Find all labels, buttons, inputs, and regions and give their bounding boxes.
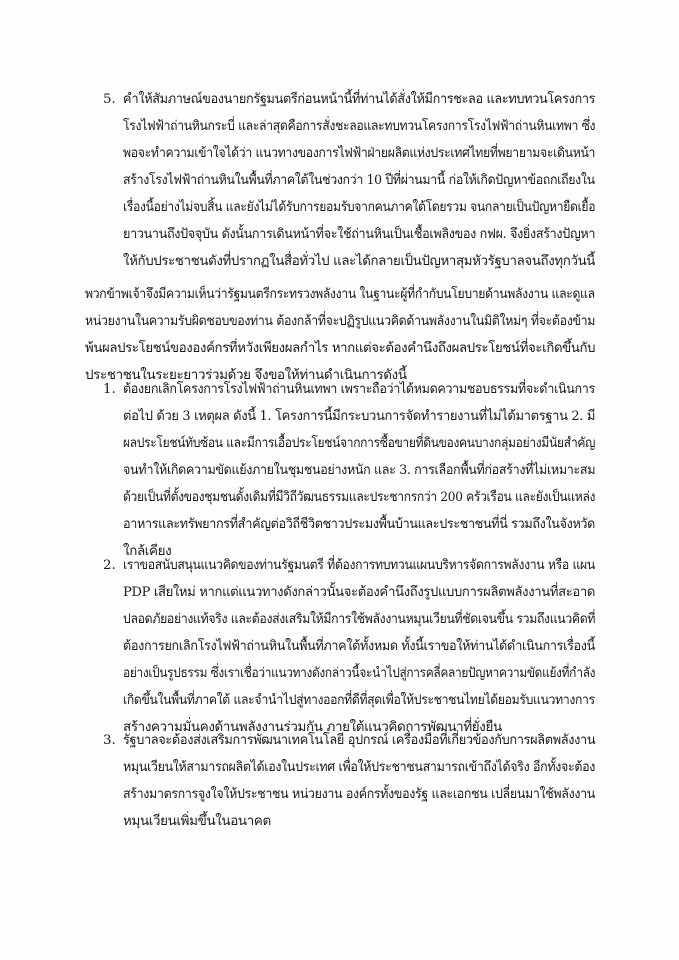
text-line: ต้องการยกเลิกโรงไฟฟ้าถ่านหินในพื้นที่ภาคใต้ทั้งหมด ทั้งนี้เราขอให้ท่านได้ดำเนินการเรื่องนี้ [123, 639, 595, 654]
text-line: ปลอดภัยอย่างแท้จริง และต้องส่งเสริมให้มีการใช้พลังงานหมุนเวียนที่ชัดเจนขึ้น รวมถึงแนวคิดที่ [123, 612, 596, 627]
text-line: พอจะทำความเข้าใจได้ว่า แนวทางของการไฟฟ้าฝ่ายผลิตแห่งประเทศไทยที่พยายามจะเดินหน้า [123, 146, 596, 161]
text-line: คำให้สัมภาษณ์ของนายกรัฐมนตรีก่อนหน้านี้ที่ท่านได้สั่งให้มีการชะลอ และทบทวนโครงการ [123, 92, 596, 107]
text-line: เราขอสนับสนุนแนวคิดของท่านรัฐมนตรี ที่ต้องการทบทวนแผนบริหารจัดการพลังงาน หรือ แผน [123, 558, 595, 573]
text-line: ต่อไป ด้วย 3 เหตุผล ดังนี้ 1. โครงการนี้มีกระบวนการจัดทำรายงานที่ไม่ได้มาตรฐาน 2. มี [123, 409, 596, 424]
list-number: 1. [103, 382, 116, 397]
text-line: สร้างโรงไฟฟ้าถ่านหินในพื้นที่ภาคใต้ในช่วงกว่า 10 ปีที่ผ่านมานี้ ก่อให้เกิดปัญหาข้อถกเถียงใน [123, 173, 595, 188]
list-number: 2. [103, 558, 116, 573]
text-line: พวกข้าพเจ้าจึงมีความเห็นว่ารัฐมนตรีกระทรวงพลังงาน ในฐานะผู้ที่กำกับนโยบายด้านพลังงาน และดูแล [85, 287, 595, 302]
list-number: 3. [103, 733, 116, 748]
text-line: หมุนเวียนให้สามารถผลิตได้เองในประเทศ เพื่อให้ประชาชนสามารถเข้าถึงได้จริง อีกทั้งจะต้อง [123, 760, 596, 775]
text-line: โรงไฟฟ้าถ่านหินกระบี่ และล่าสุดคือการสั่งชะลอและทบทวนโครงการโรงไฟฟ้าถ่านหินเทพา ซึ่ง [123, 119, 596, 134]
text-line: ใกล้เคียง [123, 544, 172, 559]
text-line: รัฐบาลจะต้องส่งเสริมการพัฒนาเทคโนโลยี อุปกรณ์ เครื่องมือที่เกี่ยวข้องกับการผลิตพลังงาน [123, 733, 596, 748]
text-line: หน่วยงานในความรับผิดชอบของท่าน ต้องกล้าที่จะปฏิรูปแนวคิดด้านพลังงานในมิติใหม่ๆ ที่จะต้องข้าม [85, 314, 596, 329]
text-line: เรื่องนี้อย่างไม่จบสิ้น และยังไม่ได้รับการยอมรับจากคนภาคใต้โดยรวม จนกลายเป็นปัญหายืดเยื้อ [123, 200, 596, 215]
text-line: ประชาชนในระยะยาวร่วมด้วย จึงขอให้ท่านดำเนินการดังนี้ [85, 368, 407, 383]
text-line: สร้างความมั่นคงด้านพลังงานร่วมกัน ภายใต้แนวคิดการพัฒนาที่ยั่งยืน [123, 720, 502, 735]
text-line: ยาวนานถึงปัจจุบัน ดังนั้นการเดินหน้าที่จะใช้ถ่านหินเป็นเชื้อเพลิงของ กฟผ. จึงยิ่งสร้างปัญหา [123, 227, 596, 242]
text-line: อาหารและทรัพยากรที่สำคัญต่อวิถีชีวิตชาวประมงพื้นบ้านและประชาชนที่นี่ รวมถึงในจังหวัด [123, 517, 596, 532]
text-line: PDP เสียใหม่ หากแต่แนวทางดังกล่าวนั้นจะต้องคำนึงถึงรูปแบบการผลิตพลังงานที่สะอาด [123, 585, 596, 600]
text-line: ผลประโยชน์ทับซ้อน และมีการเอื้อประโยชน์จากการซื้อขายที่ดินของคนบางกลุ่มอย่างมีนัยสำคัญ [123, 436, 596, 451]
text-line: พ้นผลประโยชน์ขององค์กรที่หวังเพียงผลกำไร หากแต่จะต้องคำนึงถึงผลประโยชน์ที่จะเกิดขึ้นกับ [85, 341, 596, 356]
text-line: อย่างเป็นรูปธรรม ซึ่งเราเชื่อว่าแนวทางดังกล่าวนี้จะนำไปสู่การคลี่คลายปัญหาความขัดแย้งที่กำลัง [123, 666, 596, 681]
text-line: หมุนเวียนเพิ่มขึ้นในอนาคต [123, 814, 271, 829]
text-line: สร้างมาตรการจูงใจให้ประชาชน หน่วยงาน องค์กรทั้งของรัฐ และเอกชน เปลี่ยนมาใช้พลังงาน [123, 787, 595, 802]
text-line: เกิดขึ้นในพื้นที่ภาคใต้ และจำนำไปสู่ทางออกที่ดีที่สุดเพื่อให้ประชาชนไทยได้ยอมรับแนวทางการ [123, 693, 595, 708]
text-line: ให้กับประชาชนดังที่ปรากฏในสื่อทั่วไป และได้กลายเป็นปัญหาสุมหัวรัฐบาลจนถึงทุกวันนี้ [123, 254, 596, 269]
text-line: จนทำให้เกิดความขัดแย้งภายในชุมชนอย่างหนัก และ 3. การเลือกพื้นที่ก่อสร้างที่ไม่เหมาะสม [123, 463, 596, 478]
text-line: ด้วยเป็นที่ตั้งของชุมชนดั้งเดิมที่มีวิถีวัฒนธรรมและประชากรกว่า 200 ครัวเรือน และยังเป็นแหล่ง [123, 490, 596, 505]
text-line: ต้องยกเลิกโครงการโรงไฟฟ้าถ่านหินเทพา เพราะถือว่าได้หมดความชอบธรรมที่จะดำเนินการ [123, 382, 595, 397]
list-number: 5. [103, 92, 116, 107]
